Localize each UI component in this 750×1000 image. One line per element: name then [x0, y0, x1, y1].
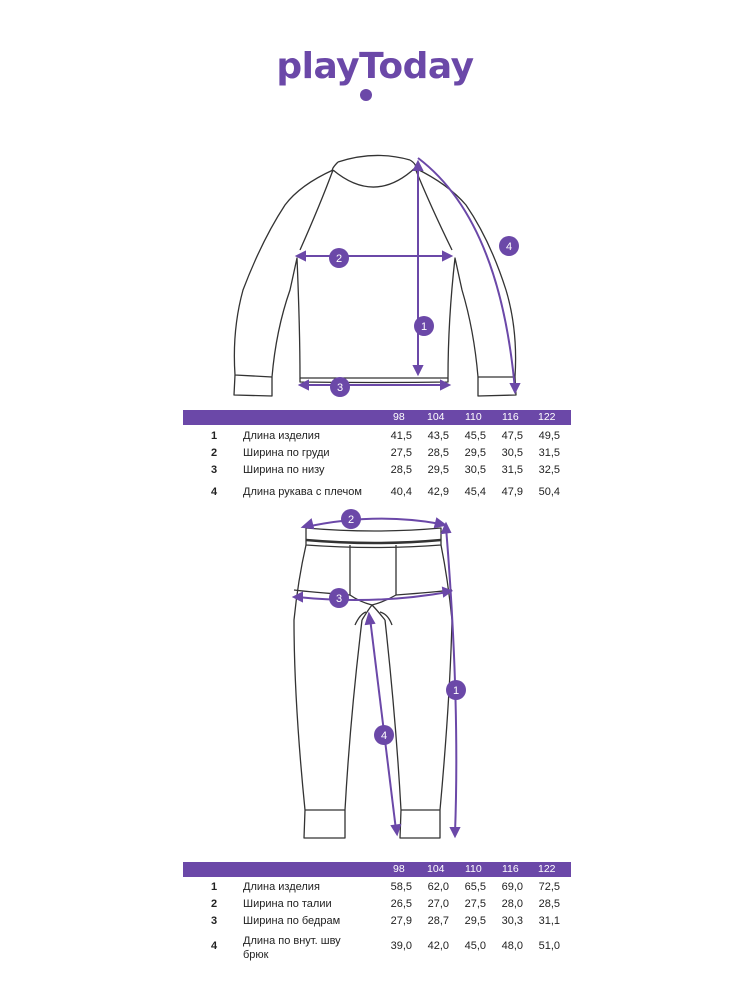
size-header: 104 — [427, 411, 445, 423]
cell-value: 58,5 — [390, 881, 412, 893]
row-number: 2 — [211, 447, 218, 459]
cell-value: 27,9 — [390, 915, 412, 927]
cell-value: 28,5 — [538, 898, 560, 910]
top-marker-4: 4 — [505, 241, 513, 253]
top-markers — [329, 236, 519, 397]
top-marker-2: 2 — [335, 253, 343, 265]
cell-value: 45,5 — [464, 430, 486, 442]
brand-logo — [0, 46, 750, 87]
cell-value: 29,5 — [464, 915, 486, 927]
size-header: 98 — [393, 863, 405, 875]
cell-value: 31,1 — [538, 915, 560, 927]
cell-value: 72,5 — [538, 881, 560, 893]
top-garment-drawing — [0, 140, 750, 410]
size-header: 116 — [502, 411, 519, 423]
size-header: 122 — [538, 863, 556, 875]
cell-value: 29,5 — [464, 447, 486, 459]
pants-drawing — [0, 505, 750, 845]
cell-value: 43,5 — [427, 430, 449, 442]
cell-value: 48,0 — [501, 940, 523, 952]
cell-value: 28,0 — [501, 898, 523, 910]
row-number: 1 — [211, 430, 218, 442]
cell-value: 41,5 — [390, 430, 412, 442]
logo-dot — [360, 89, 372, 101]
top-size-table — [183, 410, 571, 498]
cell-value: 51,0 — [538, 940, 560, 952]
row-label: Ширина по низу — [243, 464, 325, 476]
cell-value: 42,0 — [427, 940, 449, 952]
cell-value: 45,4 — [464, 486, 486, 498]
pants-table-header — [183, 862, 571, 877]
cell-value: 29,5 — [427, 464, 449, 476]
cell-value: 26,5 — [390, 898, 412, 910]
row-label: Ширина по бедрам — [243, 915, 341, 927]
top-marker-1: 1 — [420, 321, 428, 333]
row-number: 4 — [211, 940, 218, 952]
cell-value: 27,5 — [390, 447, 412, 459]
top-table-header — [183, 410, 571, 425]
cell-value: 30,5 — [464, 464, 486, 476]
cell-value: 32,5 — [538, 464, 560, 476]
cell-value: 45,0 — [464, 940, 486, 952]
row-label: Длина по внут. шву брюк — [243, 935, 341, 961]
row-label: Длина изделия — [243, 430, 320, 442]
row-number: 1 — [211, 881, 218, 893]
row-label: Ширина по груди — [243, 447, 330, 459]
cell-value: 28,5 — [427, 447, 449, 459]
cell-value: 31,5 — [501, 464, 523, 476]
row-label: Ширина по талии — [243, 898, 332, 910]
row-label: Длина рукава с плечом — [243, 486, 362, 498]
size-header: 110 — [465, 411, 482, 423]
row-number: 3 — [211, 464, 218, 476]
row-label: Длина изделия — [243, 881, 320, 893]
cell-value: 31,5 — [538, 447, 560, 459]
cell-value: 39,0 — [390, 940, 412, 952]
size-header: 104 — [427, 863, 445, 875]
row-number: 2 — [211, 898, 218, 910]
pants-marker-3: 3 — [335, 593, 343, 605]
cell-value: 65,5 — [464, 881, 486, 893]
cell-value: 50,4 — [538, 486, 560, 498]
cell-value: 40,4 — [390, 486, 412, 498]
cell-value: 47,9 — [501, 486, 523, 498]
cell-value: 47,5 — [501, 430, 523, 442]
size-header: 122 — [538, 411, 556, 423]
pants-marker-4: 4 — [380, 730, 388, 742]
cell-value: 42,9 — [427, 486, 449, 498]
size-header: 98 — [393, 411, 405, 423]
size-header: 110 — [465, 863, 482, 875]
cell-value: 27,5 — [464, 898, 486, 910]
logo-text: playToday — [276, 46, 474, 87]
pants-size-table — [183, 862, 571, 961]
top-marker-3: 3 — [336, 382, 344, 394]
row-number: 4 — [211, 486, 218, 498]
cell-value: 49,5 — [538, 430, 560, 442]
cell-value: 30,5 — [501, 447, 523, 459]
pants-markers — [329, 509, 466, 745]
pants-marker-2: 2 — [347, 514, 355, 526]
cell-value: 28,5 — [390, 464, 412, 476]
cell-value: 69,0 — [501, 881, 523, 893]
cell-value: 62,0 — [427, 881, 449, 893]
pants-marker-1: 1 — [452, 685, 460, 697]
row-number: 3 — [211, 915, 218, 927]
cell-value: 28,7 — [427, 915, 449, 927]
cell-value: 27,0 — [427, 898, 449, 910]
cell-value: 30,3 — [501, 915, 523, 927]
size-header: 116 — [502, 863, 519, 875]
